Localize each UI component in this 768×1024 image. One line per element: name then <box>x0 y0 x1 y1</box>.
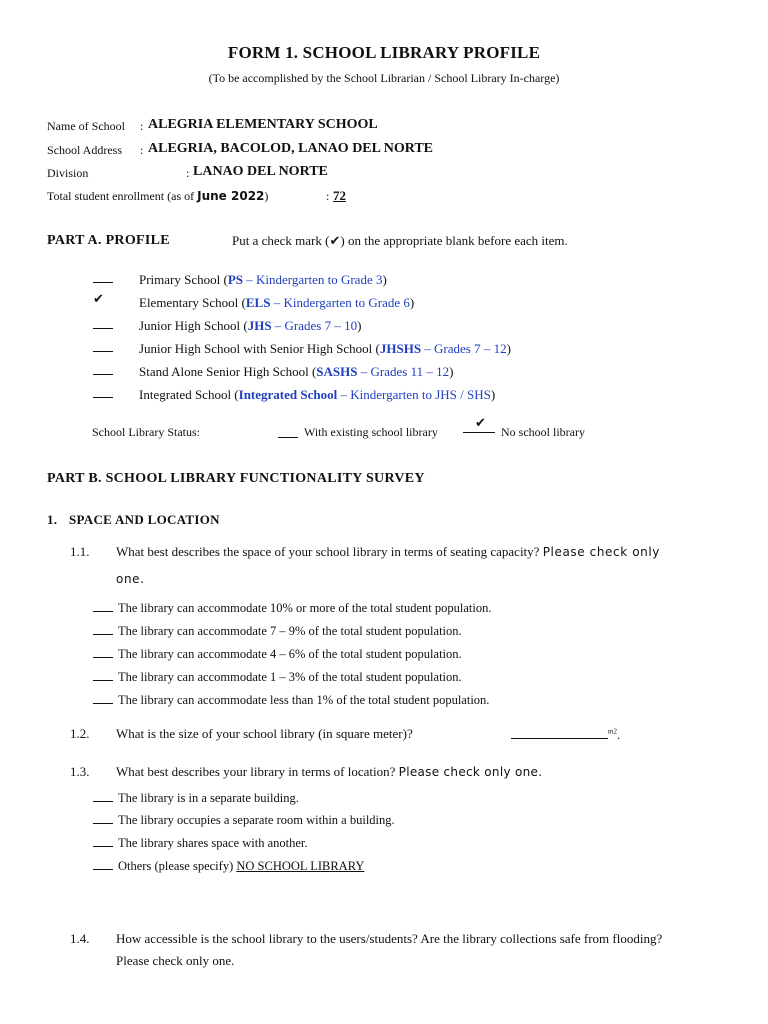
q1-2-unit: m2 <box>608 727 617 736</box>
option-name: Junior High School ( <box>139 318 248 333</box>
instruction-pre: Put a check mark ( <box>232 233 330 248</box>
option-abbr: JHS <box>247 318 272 333</box>
colon: : <box>186 166 190 180</box>
option-label <box>139 341 511 357</box>
q1-3-option-text: The library shares space with another. <box>118 836 308 850</box>
option-close: ) <box>506 341 511 356</box>
option-name: Elementary School ( <box>139 295 246 310</box>
option-close: ) <box>490 387 496 402</box>
q1-1-option-text: The library can accommodate 1 – 3% of the total student population. <box>118 670 462 684</box>
q1-2-size-field[interactable] <box>511 726 620 743</box>
q1-1-option-text: The library can accommodate 10% or more of the total student population. <box>118 601 492 615</box>
option-blank[interactable] <box>93 645 113 658</box>
q1-3-option[interactable] <box>93 789 299 806</box>
q1-3-question: What best describes your library in terms of location? <box>116 764 396 779</box>
q1-3-option-text: The library occupies a separate room within a building. <box>118 813 395 827</box>
option-blank[interactable] <box>93 599 113 612</box>
q1-1-option[interactable] <box>93 645 462 662</box>
form-title: FORM 1. SCHOOL LIBRARY PROFILE <box>227 43 541 62</box>
q1-4-text: How accessible is the school library to the users/students? Are the library collections safe from flooding? <box>116 931 663 946</box>
check-mark-icon: ✔ <box>93 292 104 307</box>
option-label <box>139 295 414 311</box>
instruction-post: ) on the appropriate blank before each item. <box>340 233 568 248</box>
option-blank[interactable] <box>93 270 113 288</box>
q1-1-option[interactable] <box>93 668 462 685</box>
option-abbr: PS <box>227 272 243 287</box>
colon: : <box>140 143 144 157</box>
enrollment-value: 72 <box>333 188 346 203</box>
option-name: Integrated School ( <box>139 387 239 402</box>
q1-1-question: What best describes the space of your school library in terms of seating capacity? <box>116 544 540 559</box>
school-address-label: School Address <box>47 143 122 157</box>
q1-3-option-text: Others (please specify) <box>118 859 234 873</box>
option-blank[interactable] <box>93 362 113 380</box>
option-blank[interactable] <box>93 834 113 847</box>
option-range: – Grades 11 – 12 <box>357 364 450 379</box>
q1-3-option[interactable] <box>93 811 395 828</box>
option-range: – Kindergarten to Grade 6 <box>270 295 410 310</box>
option-close: ) <box>382 272 387 287</box>
school-name-label: Name of School <box>47 119 125 133</box>
q1-2-text: What is the size of your school library (in square meter)? <box>116 726 413 741</box>
division-label: Division <box>47 166 89 180</box>
status-option1-blank[interactable] <box>278 425 298 443</box>
q1-1-option[interactable] <box>93 622 462 639</box>
q1-3-number: 1.3. <box>70 764 90 779</box>
school-name-value: ALEGRIA ELEMENTARY SCHOOL <box>148 117 378 132</box>
option-label <box>139 272 387 288</box>
part-a-heading: PART A. PROFILE <box>47 233 170 248</box>
enrollment-label-post: ) <box>264 189 269 203</box>
check-mark-icon: ✔ <box>329 234 341 249</box>
section1-title: SPACE AND LOCATION <box>69 512 220 527</box>
q1-3-hint: Please check only one. <box>398 765 543 779</box>
check-mark-icon: ✔ <box>475 416 486 431</box>
option-blank[interactable] <box>93 668 113 681</box>
q1-3-option-text: The library is in a separate building. <box>118 791 299 805</box>
option-blank[interactable] <box>93 789 113 802</box>
form-subtitle: (To be accomplished by the School Librarian / School Library In-charge) <box>208 71 560 85</box>
q1-3-text <box>116 764 542 780</box>
q1-1-option[interactable] <box>93 691 489 708</box>
q1-4-hint: Please check only one. <box>116 953 235 968</box>
section1-number: 1. <box>47 512 58 527</box>
school-address-value: ALEGRIA, BACOLOD, LANAO DEL NORTE <box>148 141 433 156</box>
option-range: – Kindergarten to JHS / SHS <box>337 387 491 402</box>
option-blank[interactable] <box>93 385 113 403</box>
q1-1-option-text: The library can accommodate 7 – 9% of the total student population. <box>118 624 462 638</box>
option-abbr: SASHS <box>316 364 358 379</box>
q1-1-hint-cont: one. <box>116 572 145 586</box>
option-label <box>139 318 361 334</box>
option-blank[interactable] <box>93 339 113 357</box>
library-status-label: School Library Status: <box>92 425 200 439</box>
option-blank[interactable] <box>93 293 113 311</box>
q1-4-number: 1.4. <box>70 931 90 946</box>
option-label <box>139 364 453 380</box>
enrollment-label <box>47 189 268 204</box>
colon: : <box>326 189 330 203</box>
status-option2-blank[interactable] <box>463 416 495 438</box>
q1-1-option[interactable] <box>93 599 492 616</box>
option-blank[interactable] <box>93 691 113 704</box>
part-a-instruction <box>232 233 568 249</box>
enrollment-label-pre: Total student enrollment (as of <box>47 189 198 203</box>
option-close: ) <box>357 318 362 333</box>
option-blank[interactable] <box>93 857 113 870</box>
enrollment-date: June 2022 <box>197 189 265 203</box>
option-blank[interactable] <box>93 622 113 635</box>
option-range: – Grades 7 – 10 <box>271 318 358 333</box>
option-label <box>139 387 495 403</box>
part-b-heading: PART B. SCHOOL LIBRARY FUNCTIONALITY SURVEY <box>47 471 425 486</box>
option-range: – Grades 7 – 12 <box>421 341 507 356</box>
option-abbr: JHSHS <box>379 341 422 356</box>
option-name: Junior High School with Senior High School ( <box>139 341 380 356</box>
q1-3-other-value: NO SCHOOL LIBRARY <box>236 859 365 873</box>
q1-1-number: 1.1. <box>70 544 90 559</box>
q1-1-text <box>116 544 660 560</box>
option-name: Stand Alone Senior High School ( <box>139 364 317 379</box>
q1-2-end: . <box>616 727 621 742</box>
option-blank[interactable] <box>93 811 113 824</box>
q1-1-option-text: The library can accommodate 4 – 6% of the total student population. <box>118 647 462 661</box>
status-option2-label: No school library <box>501 425 585 439</box>
q1-2-number: 1.2. <box>70 726 90 741</box>
option-close: ) <box>449 364 454 379</box>
colon: : <box>140 119 144 133</box>
division-value: LANAO DEL NORTE <box>193 164 328 179</box>
q1-1-option-text: The library can accommodate less than 1% of the total student population. <box>118 693 490 707</box>
option-close: ) <box>409 295 415 310</box>
option-blank[interactable] <box>93 316 113 334</box>
q1-3-option[interactable] <box>93 834 308 851</box>
q1-1-hint: Please check only <box>542 545 660 559</box>
q1-3-option[interactable] <box>93 857 364 874</box>
status-option1-label: With existing school library <box>304 425 438 439</box>
option-abbr: Integrated School <box>238 387 338 402</box>
option-name: Primary School ( <box>139 272 228 287</box>
option-abbr: ELS <box>245 295 271 310</box>
option-range: – Kindergarten to Grade 3 <box>243 272 383 287</box>
